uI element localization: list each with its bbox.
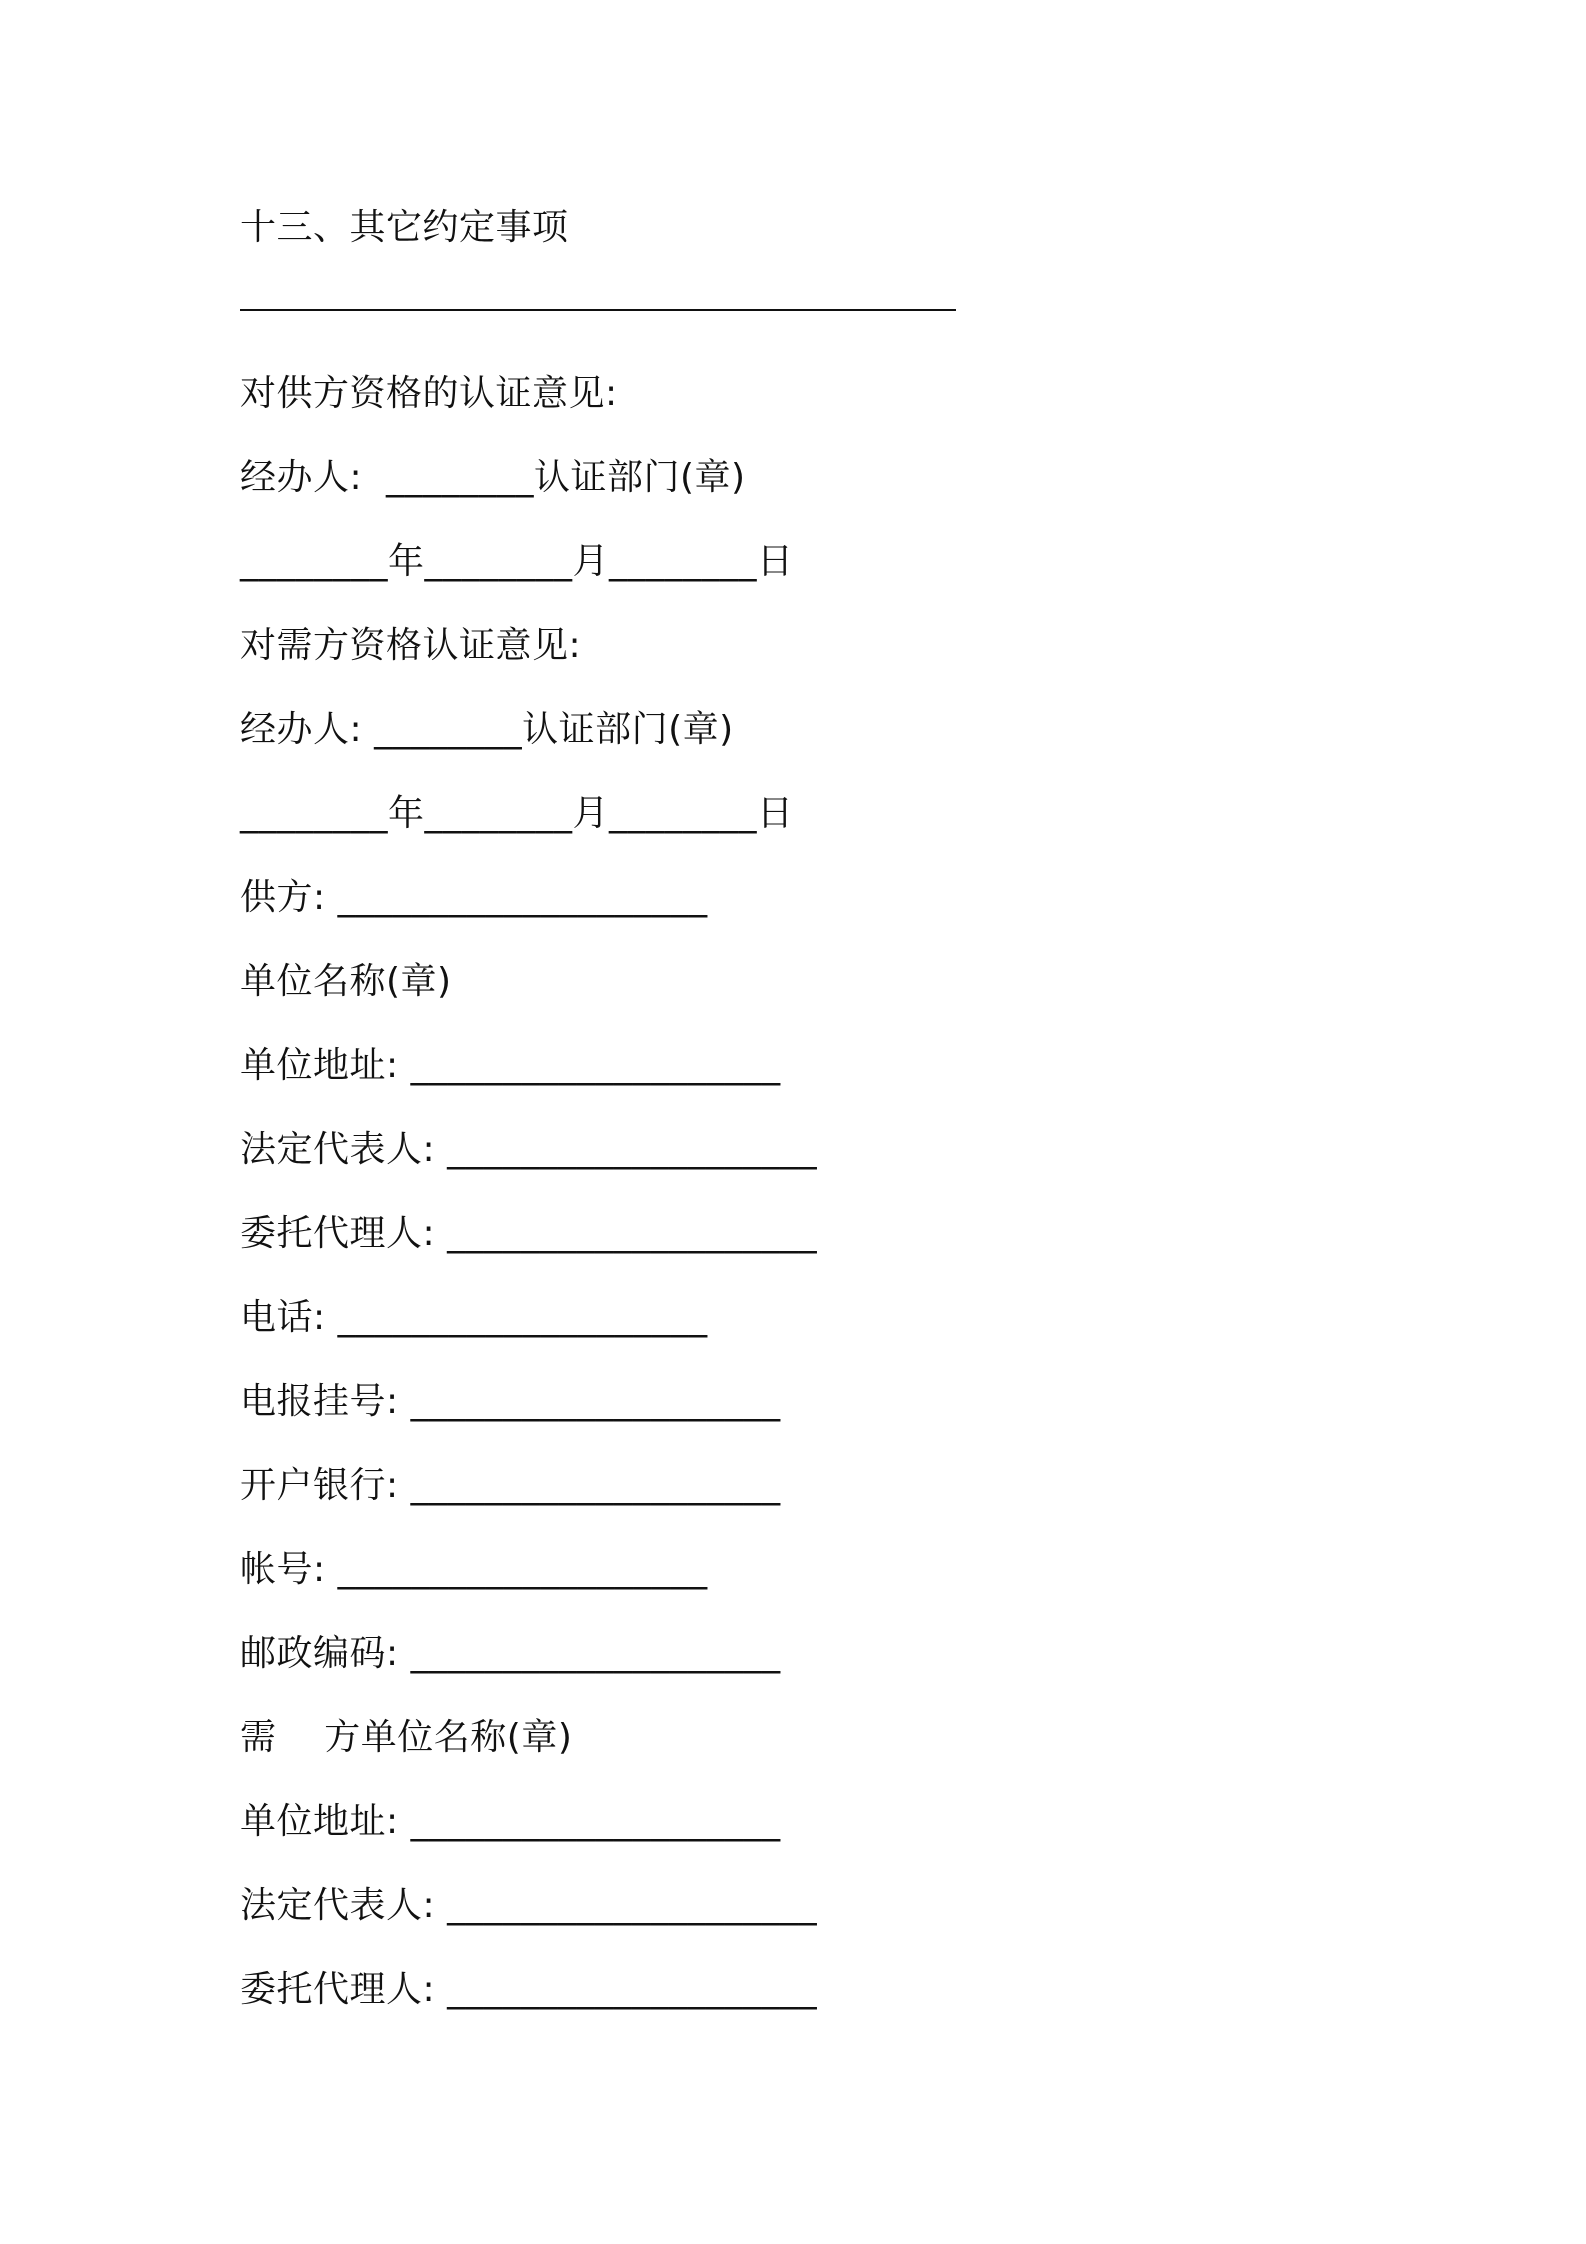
supplier-legal-rep-line: 法定代表人: ____________________ [240, 1129, 818, 1170]
buyer-party-line: 需 方单位名称(章) [240, 1717, 573, 1758]
supplier-address-line: 单位地址: ____________________ [240, 1045, 781, 1086]
supplier-agent-line: 委托代理人: ____________________ [240, 1213, 818, 1254]
supplier-unit-name: 单位名称(章) [240, 961, 452, 1002]
buyer-legal-rep-line: 法定代表人: ____________________ [240, 1885, 818, 1926]
supplier-bank-line: 开户银行: ____________________ [240, 1465, 781, 1506]
buyer-cert-handler-line: 经办人: ________认证部门(章) [240, 709, 734, 750]
supplier-party-line: 供方: ____________________ [240, 877, 708, 918]
supplier-cert-handler-line: 经办人: ________认证部门(章) [240, 457, 746, 498]
supplier-phone-line: 电话: ____________________ [240, 1297, 708, 1338]
supplier-postal-code-line: 邮政编码: ____________________ [240, 1633, 781, 1674]
buyer-address-line: 单位地址: ____________________ [240, 1801, 781, 1842]
supplier-telegraph-line: 电报挂号: ____________________ [240, 1381, 781, 1422]
supplier-account-line: 帐号: ____________________ [240, 1549, 708, 1590]
buyer-cert-date-line: ________年________月________日 [240, 793, 794, 834]
supplier-cert-date-line: ________年________月________日 [240, 541, 794, 582]
buyer-cert-title: 对需方资格认证意见: [240, 625, 582, 666]
buyer-agent-line: 委托代理人: ____________________ [240, 1969, 818, 2010]
section-heading: 十三、其它约定事项 [240, 207, 569, 248]
blank-fill-line [240, 309, 956, 311]
supplier-cert-title: 对供方资格的认证意见: [240, 373, 618, 414]
